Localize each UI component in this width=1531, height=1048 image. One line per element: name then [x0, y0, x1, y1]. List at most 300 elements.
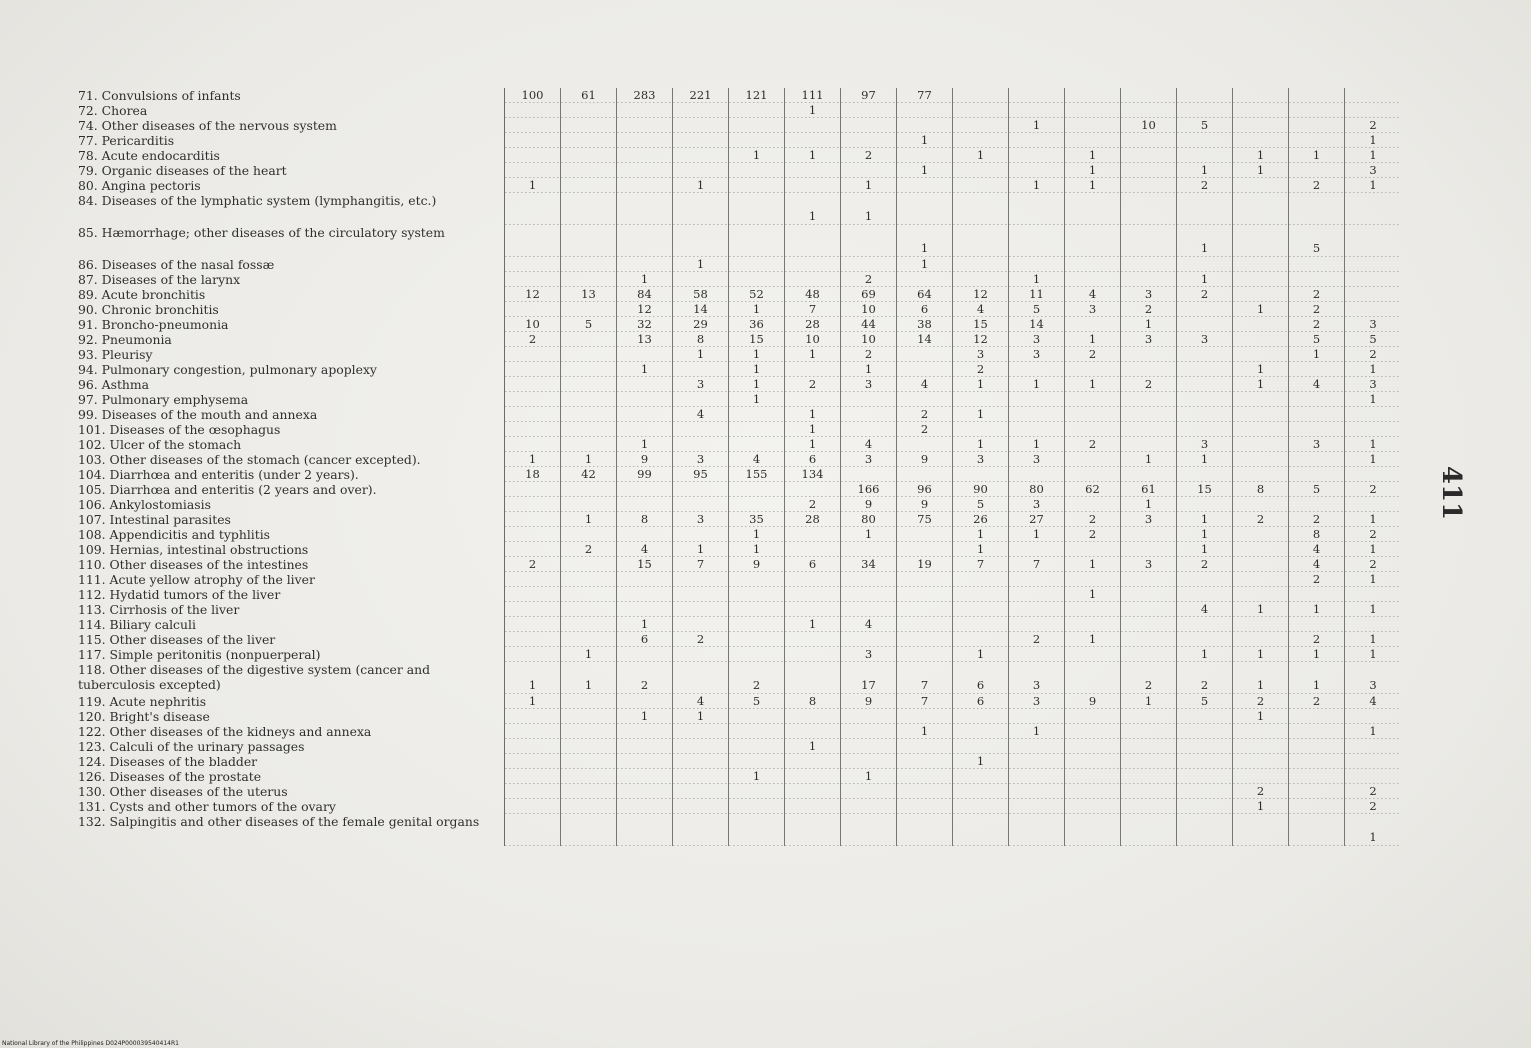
table-cell [1233, 287, 1289, 302]
table-cell [953, 133, 1009, 148]
table-cell: 3 [1289, 437, 1345, 452]
table-cell [561, 497, 617, 512]
table-cell [1065, 467, 1121, 482]
table-cell: 1 [1233, 377, 1289, 392]
table-cell [673, 193, 729, 225]
table-cell: 283 [617, 88, 673, 103]
row-label: 114. Biliary calculi [78, 617, 505, 632]
table-cell [897, 467, 953, 482]
table-cell [1009, 572, 1065, 587]
table-cell [897, 814, 953, 846]
row-label: 109. Hernias, intestinal obstructions [78, 542, 505, 557]
table-cell [561, 739, 617, 754]
table-cell: 13 [617, 332, 673, 347]
table-cell [785, 118, 841, 133]
table-cell: 36 [729, 317, 785, 332]
table-cell: 1 [897, 225, 953, 257]
table-cell: 1 [1289, 347, 1345, 362]
table-cell [785, 709, 841, 724]
table-cell [897, 799, 953, 814]
table-cell: 1 [1233, 602, 1289, 617]
table-cell [1233, 193, 1289, 225]
table-cell [1121, 602, 1177, 617]
table-cell [673, 362, 729, 377]
table-cell: 3 [1009, 452, 1065, 467]
table-cell [1177, 769, 1233, 784]
table-cell [1009, 647, 1065, 662]
table-cell [785, 724, 841, 739]
table-cell: 1 [729, 542, 785, 557]
table-cell [561, 392, 617, 407]
table-cell: 4 [841, 437, 897, 452]
row-label: 101. Diseases of the œsophagus [78, 422, 505, 437]
table-cell [505, 148, 561, 163]
table-cell [841, 225, 897, 257]
table-cell [1065, 103, 1121, 118]
table-cell: 84 [617, 287, 673, 302]
table-cell [505, 407, 561, 422]
table-cell: 1 [785, 617, 841, 632]
table-cell: 8 [785, 694, 841, 709]
table-cell [1177, 88, 1233, 103]
table-cell [1289, 769, 1345, 784]
table-cell [1065, 769, 1121, 784]
table-cell [1177, 377, 1233, 392]
table-cell [785, 754, 841, 769]
table-cell: 12 [953, 332, 1009, 347]
table-cell [505, 632, 561, 647]
table-cell [729, 602, 785, 617]
table-cell: 4 [953, 302, 1009, 317]
table-cell [729, 118, 785, 133]
table-cell [505, 572, 561, 587]
table-cell [1009, 362, 1065, 377]
table-cell: 18 [505, 467, 561, 482]
table-cell [1065, 572, 1121, 587]
table-cell [561, 724, 617, 739]
table-cell: 1 [1345, 392, 1401, 407]
table-cell: 1 [1345, 437, 1401, 452]
table-cell [673, 437, 729, 452]
table-cell [561, 694, 617, 709]
table-cell [617, 482, 673, 497]
table-cell [785, 225, 841, 257]
table-cell: 1 [673, 257, 729, 272]
table-cell: 1 [1233, 709, 1289, 724]
table-cell: 2 [1065, 512, 1121, 527]
table-cell [1177, 709, 1233, 724]
row-label: 97. Pulmonary emphysema [78, 392, 505, 407]
table-cell: 10 [785, 332, 841, 347]
table-cell: 1 [785, 193, 841, 225]
table-cell [953, 257, 1009, 272]
table-cell: 1 [729, 769, 785, 784]
table-cell: 3 [1121, 512, 1177, 527]
table-cell [841, 799, 897, 814]
table-cell [897, 118, 953, 133]
table-cell [561, 572, 617, 587]
table-cell: 2 [1289, 694, 1345, 709]
table-cell [953, 632, 1009, 647]
table-cell [673, 814, 729, 846]
table-cell: 2 [1345, 557, 1401, 572]
table-cell: 3 [1009, 332, 1065, 347]
table-cell [617, 497, 673, 512]
row-label: 112. Hydatid tumors of the liver [78, 587, 505, 602]
table-cell [953, 392, 1009, 407]
table-cell: 6 [953, 662, 1009, 694]
table-cell [617, 225, 673, 257]
table-cell [673, 482, 729, 497]
table-cell [841, 422, 897, 437]
table-cell [673, 647, 729, 662]
table-cell [1009, 814, 1065, 846]
table-cell: 2 [1345, 799, 1401, 814]
table-cell [505, 257, 561, 272]
table-cell: 1 [841, 193, 897, 225]
row-label: 89. Acute bronchitis [78, 287, 505, 302]
table-cell [1345, 257, 1401, 272]
table-cell [897, 178, 953, 193]
table-cell [1233, 272, 1289, 287]
table-cell: 1 [1009, 118, 1065, 133]
table-cell: 17 [841, 662, 897, 694]
footer-credit: National Library of the Philippines D024P000039540414R1 [2, 1040, 179, 1047]
table-cell [1233, 347, 1289, 362]
row-label: 118. Other diseases of the digestive system (cancer and tuberculosis excepted) [78, 662, 505, 694]
table-cell [1345, 754, 1401, 769]
table-cell [953, 572, 1009, 587]
table-cell: 1 [841, 362, 897, 377]
table-cell [1233, 452, 1289, 467]
table-cell: 3 [1345, 662, 1401, 694]
table-cell: 3 [1121, 332, 1177, 347]
row-label: 80. Angina pectoris [78, 178, 505, 193]
table-cell: 3 [673, 377, 729, 392]
table-cell [1121, 163, 1177, 178]
table-cell [617, 148, 673, 163]
table-cell: 2 [1289, 512, 1345, 527]
table-cell [729, 739, 785, 754]
table-cell: 1 [953, 148, 1009, 163]
table-cell [617, 527, 673, 542]
table-cell: 2 [1289, 287, 1345, 302]
table-cell [1121, 754, 1177, 769]
table-cell: 34 [841, 557, 897, 572]
table-cell: 111 [785, 88, 841, 103]
table-cell: 1 [1233, 148, 1289, 163]
table-cell: 52 [729, 287, 785, 302]
table-cell [1233, 632, 1289, 647]
table-cell: 5 [953, 497, 1009, 512]
table-cell: 1 [729, 362, 785, 377]
table-cell: 28 [785, 512, 841, 527]
table-cell: 42 [561, 467, 617, 482]
table-cell [561, 377, 617, 392]
row-label: 123. Calculi of the urinary passages [78, 739, 505, 754]
table-cell: 3 [1065, 302, 1121, 317]
table-cell [617, 754, 673, 769]
table-cell [729, 784, 785, 799]
table-cell [1345, 302, 1401, 317]
table-cell: 2 [1121, 377, 1177, 392]
row-label: 92. Pneumonia [78, 332, 505, 347]
table-cell [897, 103, 953, 118]
table-cell [1233, 739, 1289, 754]
mortality-statistics-table [78, 88, 1401, 846]
table-cell [1177, 193, 1233, 225]
table-cell: 3 [1009, 497, 1065, 512]
table-cell [1121, 272, 1177, 287]
table-cell: 1 [1065, 163, 1121, 178]
table-cell [1233, 769, 1289, 784]
table-cell [505, 709, 561, 724]
table-cell: 2 [1345, 118, 1401, 133]
table-cell [841, 163, 897, 178]
table-cell: 4 [1289, 542, 1345, 557]
table-cell [953, 769, 1009, 784]
table-cell [1009, 769, 1065, 784]
table-cell [673, 133, 729, 148]
table-cell: 3 [673, 452, 729, 467]
table-cell [897, 617, 953, 632]
table-cell: 2 [1065, 527, 1121, 542]
table-cell [729, 103, 785, 118]
table-cell [505, 482, 561, 497]
table-cell [1121, 422, 1177, 437]
table-cell: 1 [617, 272, 673, 287]
table-cell [1233, 467, 1289, 482]
table-cell [1121, 257, 1177, 272]
table-cell [505, 617, 561, 632]
table-cell [561, 617, 617, 632]
table-cell [729, 572, 785, 587]
table-cell: 38 [897, 317, 953, 332]
table-cell: 90 [953, 482, 1009, 497]
table-cell [1121, 88, 1177, 103]
table-cell [1065, 362, 1121, 377]
table-cell [785, 632, 841, 647]
row-label: 110. Other diseases of the intestines [78, 557, 505, 572]
table-cell [1177, 148, 1233, 163]
table-cell: 1 [1009, 724, 1065, 739]
table-cell [729, 133, 785, 148]
table-cell: 8 [617, 512, 673, 527]
table-cell: 12 [953, 287, 1009, 302]
table-cell [729, 617, 785, 632]
table-cell [505, 814, 561, 846]
row-label: 105. Diarrhœa and enteritis (2 years and over). [78, 482, 505, 497]
table-cell [505, 103, 561, 118]
table-cell: 1 [1345, 452, 1401, 467]
table-cell [729, 193, 785, 225]
table-cell [1289, 709, 1345, 724]
table-cell: 1 [953, 377, 1009, 392]
row-label: 79. Organic diseases of the heart [78, 163, 505, 178]
table-cell [505, 422, 561, 437]
table-cell [561, 178, 617, 193]
table-cell [505, 225, 561, 257]
table-cell: 1 [673, 709, 729, 724]
table-cell [561, 602, 617, 617]
table-cell [1177, 724, 1233, 739]
table-cell [1345, 422, 1401, 437]
table-cell [673, 602, 729, 617]
table-cell [673, 587, 729, 602]
table-cell: 2 [1009, 632, 1065, 647]
table-cell: 9 [897, 497, 953, 512]
table-cell [673, 272, 729, 287]
table-cell [897, 647, 953, 662]
table-cell [1233, 542, 1289, 557]
table-cell [897, 362, 953, 377]
table-cell [673, 617, 729, 632]
table-cell: 80 [841, 512, 897, 527]
table-cell [673, 392, 729, 407]
table-cell: 7 [1009, 557, 1065, 572]
table-cell [1065, 739, 1121, 754]
table-cell [673, 754, 729, 769]
table-cell: 62 [1065, 482, 1121, 497]
table-cell: 9 [897, 452, 953, 467]
table-cell [1289, 163, 1345, 178]
table-cell [1289, 193, 1345, 225]
table-cell [673, 739, 729, 754]
table-cell [953, 225, 1009, 257]
table-cell: 3 [1009, 347, 1065, 362]
table-cell [953, 814, 1009, 846]
table-cell: 1 [505, 694, 561, 709]
table-cell [953, 467, 1009, 482]
table-cell [1345, 407, 1401, 422]
table-cell [1009, 602, 1065, 617]
table-cell [1345, 193, 1401, 225]
table-cell: 15 [617, 557, 673, 572]
table-cell [1121, 148, 1177, 163]
table-cell [1065, 784, 1121, 799]
table-cell [785, 482, 841, 497]
table-cell [673, 497, 729, 512]
table-cell [1121, 784, 1177, 799]
table-cell [897, 437, 953, 452]
table-cell [1177, 103, 1233, 118]
row-label: 131. Cysts and other tumors of the ovary [78, 799, 505, 814]
table-cell: 3 [841, 647, 897, 662]
table-cell: 155 [729, 467, 785, 482]
table-cell: 2 [953, 362, 1009, 377]
table-cell: 1 [953, 647, 1009, 662]
table-cell: 1 [1177, 225, 1233, 257]
table-cell: 1 [897, 257, 953, 272]
table-cell: 1 [729, 347, 785, 362]
row-label: 72. Chorea [78, 103, 505, 118]
table-cell: 2 [1345, 347, 1401, 362]
table-cell [1065, 422, 1121, 437]
table-cell: 1 [1177, 512, 1233, 527]
table-cell: 75 [897, 512, 953, 527]
table-cell: 99 [617, 467, 673, 482]
table-cell [617, 407, 673, 422]
table-cell [729, 407, 785, 422]
table-cell: 2 [1177, 287, 1233, 302]
table-cell: 44 [841, 317, 897, 332]
table-cell: 1 [785, 422, 841, 437]
table-cell: 121 [729, 88, 785, 103]
table-cell [617, 347, 673, 362]
table-cell: 2 [897, 422, 953, 437]
table-cell [729, 647, 785, 662]
table-cell [673, 662, 729, 694]
table-cell [1121, 392, 1177, 407]
table-cell: 1 [1345, 148, 1401, 163]
table-cell: 3 [1009, 662, 1065, 694]
row-label: 120. Bright's disease [78, 709, 505, 724]
table-cell: 3 [953, 347, 1009, 362]
table-cell [561, 272, 617, 287]
table-cell: 27 [1009, 512, 1065, 527]
table-cell: 15 [953, 317, 1009, 332]
table-cell: 13 [561, 287, 617, 302]
table-cell: 2 [1121, 662, 1177, 694]
table-cell [505, 784, 561, 799]
table-cell [505, 647, 561, 662]
table-cell [1121, 542, 1177, 557]
table-cell [1177, 317, 1233, 332]
table-cell: 1 [1289, 647, 1345, 662]
table-cell [1121, 467, 1177, 482]
table-cell [897, 542, 953, 557]
table-cell [729, 163, 785, 178]
table-cell: 1 [673, 347, 729, 362]
table-cell [617, 103, 673, 118]
table-cell [1065, 118, 1121, 133]
table-cell: 1 [1345, 572, 1401, 587]
table-cell [1009, 163, 1065, 178]
table-cell [673, 422, 729, 437]
table-cell: 2 [1289, 178, 1345, 193]
table-cell: 1 [953, 407, 1009, 422]
table-cell [1065, 709, 1121, 724]
table-cell: 1 [1345, 647, 1401, 662]
table-cell [617, 163, 673, 178]
table-cell [505, 769, 561, 784]
table-cell: 4 [673, 407, 729, 422]
table-cell: 1 [1177, 527, 1233, 542]
table-cell: 1 [1065, 587, 1121, 602]
table-cell [505, 739, 561, 754]
table-cell [729, 272, 785, 287]
table-cell [561, 784, 617, 799]
row-label: 94. Pulmonary congestion, pulmonary apoplexy [78, 362, 505, 377]
table-cell: 4 [1289, 377, 1345, 392]
table-cell [953, 602, 1009, 617]
table-cell: 1 [1009, 377, 1065, 392]
table-cell [1065, 407, 1121, 422]
table-cell: 5 [561, 317, 617, 332]
table-cell [1065, 392, 1121, 407]
table-cell [561, 482, 617, 497]
table-cell [729, 178, 785, 193]
table-cell: 3 [1345, 377, 1401, 392]
table-cell: 1 [1121, 497, 1177, 512]
table-cell [505, 512, 561, 527]
table-cell [673, 103, 729, 118]
table-cell: 1 [1233, 662, 1289, 694]
table-cell [1121, 527, 1177, 542]
table-cell [841, 118, 897, 133]
table-cell: 26 [953, 512, 1009, 527]
table-cell [1233, 317, 1289, 332]
